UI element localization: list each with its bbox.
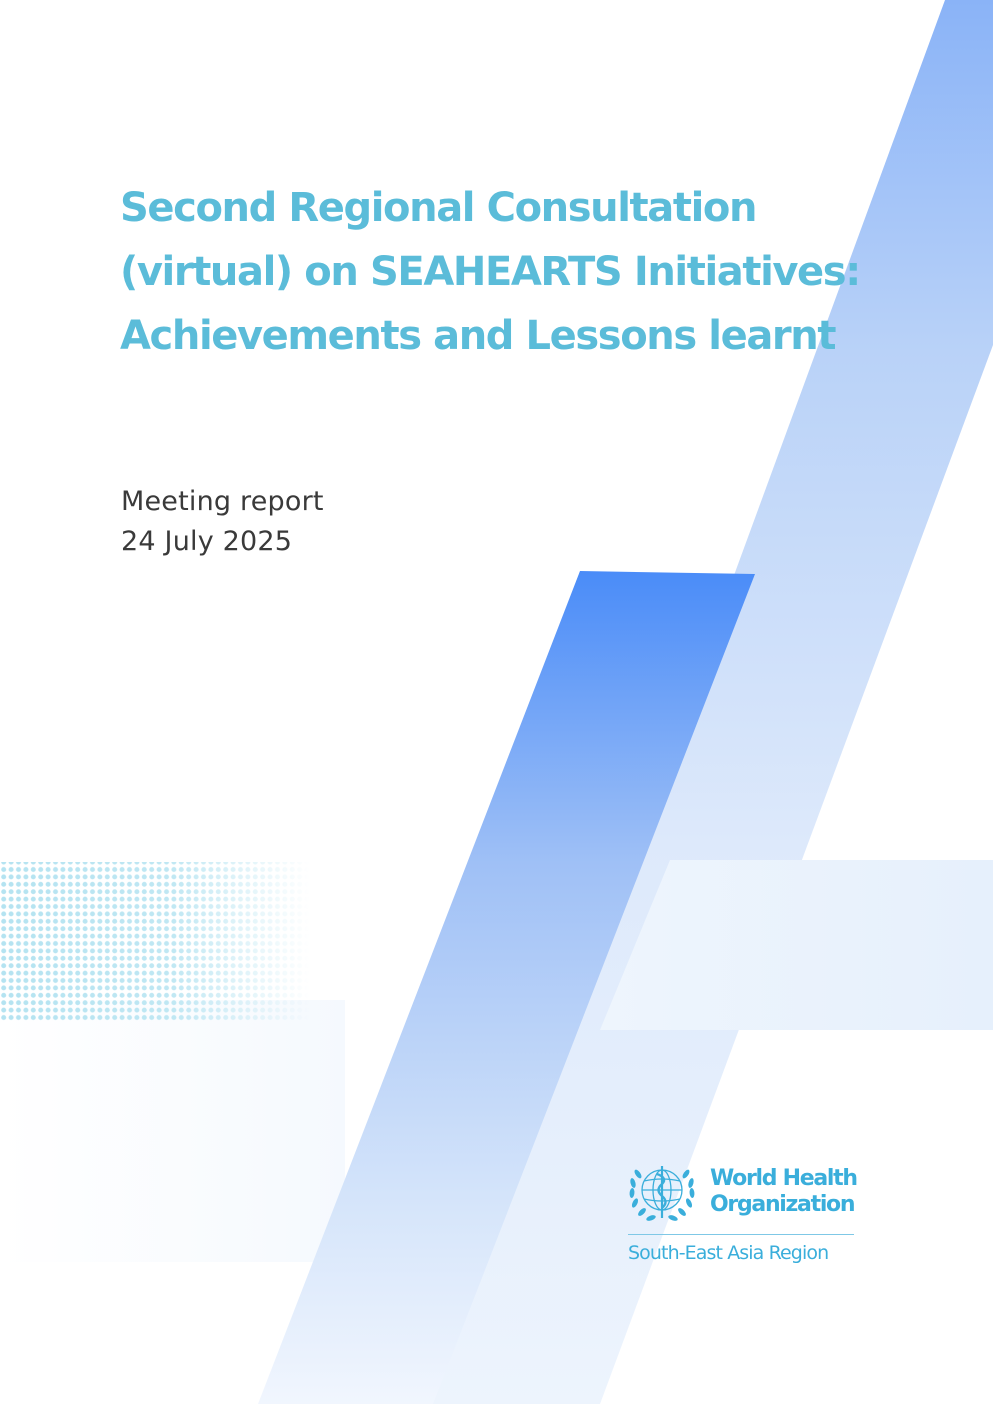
report-title-line: Second Regional Consultation — [120, 185, 757, 231]
who-organization-name — [710, 1166, 857, 1218]
report-date: 24 July 2025 — [121, 526, 293, 557]
who-divider — [628, 1234, 854, 1235]
report-meta — [121, 482, 324, 562]
who-region-name: South-East Asia Region — [628, 1242, 829, 1264]
lower-left-band — [0, 1000, 345, 1262]
report-type: Meeting report — [121, 486, 324, 517]
report-title-line: Achievements and Lessons learnt — [120, 313, 836, 359]
halftone-dots — [0, 862, 310, 1022]
report-title — [120, 176, 880, 368]
report-title-line: (virtual) on SEAHEARTS Initiatives: — [120, 249, 860, 295]
who-name-line: Organization — [710, 1192, 855, 1217]
who-logo — [622, 1156, 862, 1276]
who-emblem-icon — [622, 1156, 702, 1232]
who-name-line: World Health — [710, 1166, 857, 1191]
